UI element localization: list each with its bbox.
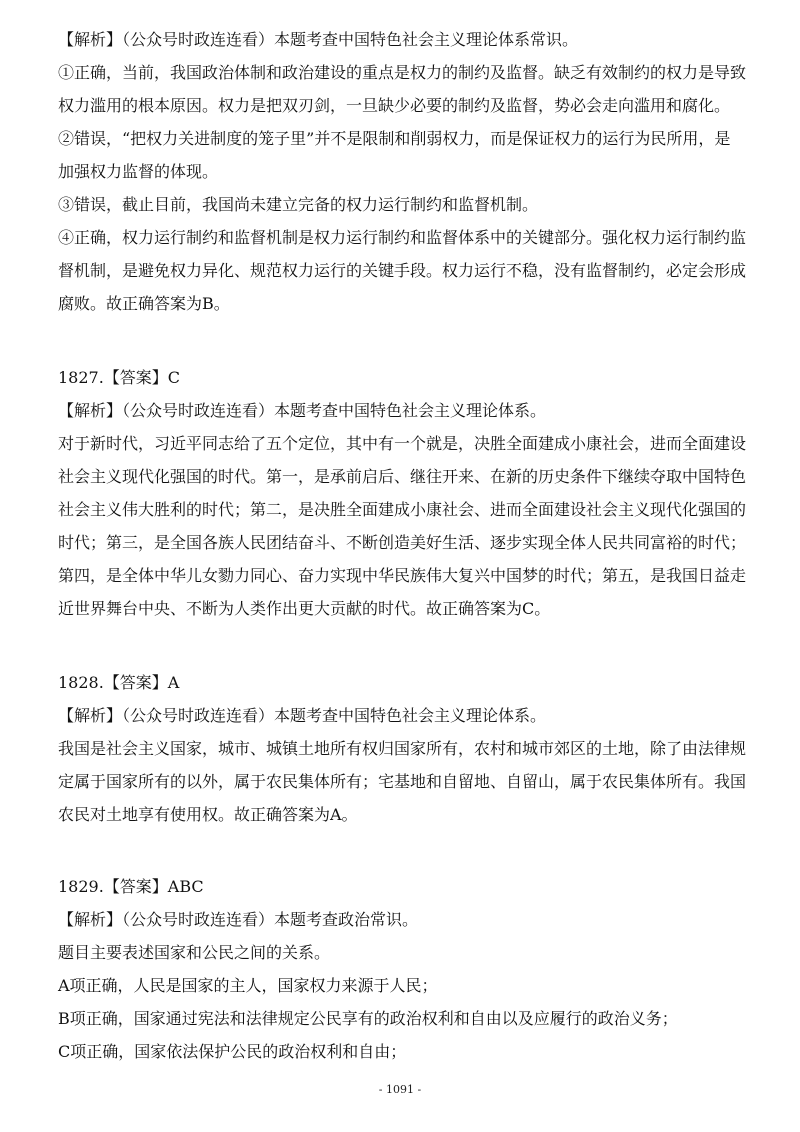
text-line: 督机制，是避免权力异化、规范权力运行的关键手段。权力运行不稳，没有监督制约，必定会形成 bbox=[58, 261, 747, 280]
text-line: ①正确，当前，我国政治体制和政治建设的重点是权力的制约及监督。缺乏有效制约的权力是导致 bbox=[58, 63, 747, 82]
text-line: C项正确，国家依法保护公民的政治权利和自由； bbox=[58, 1042, 407, 1061]
text-line: 权力滥用的根本原因。权力是把双刃剑，一旦缺少必要的制约及监督，势必会走向滥用和腐化。 bbox=[58, 96, 731, 115]
text-line: 【解析】（公众号时政连连看）本题考查政治常识。 bbox=[58, 910, 419, 929]
page-number: - 1091 - bbox=[378, 1083, 422, 1096]
text-line: 近世界舞台中央、不断为人类作出更大贡献的时代。故正确答案为C。 bbox=[58, 599, 551, 618]
text-line: 加强权力监督的体现。 bbox=[58, 162, 219, 181]
text-line: A项正确，人民是国家的主人，国家权力来源于人民； bbox=[58, 976, 438, 995]
text-line: 社会主义伟大胜利的时代；第二，是决胜全面建成小康社会、进而全面建设社会主义现代化强国的 bbox=[58, 500, 747, 519]
text-line: ④正确，权力运行制约和监督机制是权力运行制约和监督体系中的关键部分。强化权力运行制约监 bbox=[58, 228, 747, 247]
answer-heading: 1828.【答案】A bbox=[58, 673, 180, 692]
text-line: 腐败。故正确答案为B。 bbox=[58, 294, 230, 313]
text-line: ②错误，“把权力关进制度的笼子里”并不是限制和削弱权力，而是保证权力的运行为民所用，是 bbox=[58, 129, 731, 148]
text-line: ③错误，截止目前，我国尚未建立完备的权力运行制约和监督机制。 bbox=[58, 195, 539, 214]
text-line: 农民对土地享有使用权。故正确答案为A。 bbox=[58, 805, 358, 824]
text-line: 定属于国家所有的以外，属于农民集体所有；宅基地和自留地、自留山，属于农民集体所有。我国 bbox=[58, 772, 747, 791]
text-line: 题目主要表述国家和公民之间的关系。 bbox=[58, 943, 331, 962]
text-line: 我国是社会主义国家，城市、城镇土地所有权归国家所有，农村和城市郊区的土地，除了由法律规 bbox=[58, 739, 747, 758]
text-line: 【解析】（公众号时政连连看）本题考查中国特色社会主义理论体系。 bbox=[58, 401, 547, 420]
answer-heading: 1827.【答案】C bbox=[58, 368, 181, 387]
text-line: 对于新时代，习近平同志给了五个定位，其中有一个就是，决胜全面建成小康社会，进而全面建设 bbox=[58, 434, 747, 453]
text-line: 【解析】（公众号时政连连看）本题考查中国特色社会主义理论体系。 bbox=[58, 706, 547, 725]
text-line: 社会主义现代化强国的时代。第一，是承前启后、继往开来、在新的历史条件下继续夺取中国特色 bbox=[58, 467, 747, 486]
text-line: 第四，是全体中华儿女勠力同心、奋力实现中华民族伟大复兴中国梦的时代；第五，是我国日益走 bbox=[58, 566, 747, 585]
text-line: B项正确，国家通过宪法和法律规定公民享有的政治权利和自由以及应履行的政治义务； bbox=[58, 1009, 678, 1028]
text-line: 【解析】（公众号时政连连看）本题考查中国特色社会主义理论体系常识。 bbox=[58, 30, 579, 49]
answer-heading: 1829.【答案】ABC bbox=[58, 877, 204, 896]
text-line: 时代；第三，是全国各族人民团结奋斗、不断创造美好生活、逐步实现全体人民共同富裕的时代； bbox=[58, 533, 747, 552]
